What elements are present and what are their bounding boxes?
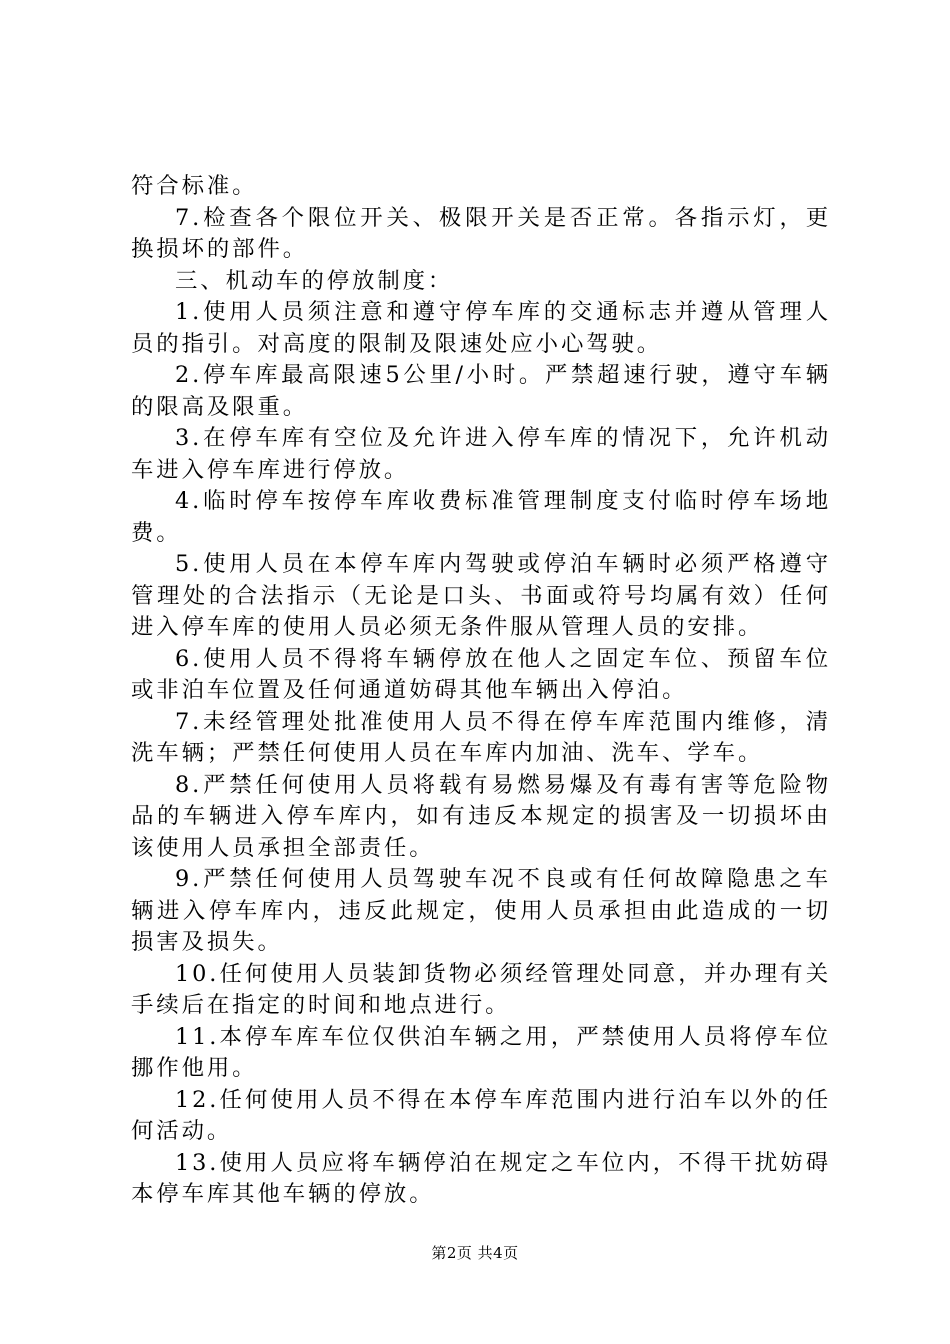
paragraph: 13.使用人员应将车辆停泊在规定之车位内，不得干扰妨碍本停车库其他车辆的停放。 xyxy=(131,1149,831,1207)
paragraph: 4.临时停车按停车库收费标准管理制度支付临时停车场地费。 xyxy=(131,488,831,546)
paragraph: 7.检查各个限位开关、极限开关是否正常。各指示灯，更换损坏的部件。 xyxy=(131,204,831,262)
paragraph: 1.使用人员须注意和遵守停车库的交通标志并遵从管理人员的指引。对高度的限制及限速处应小心驾驶。 xyxy=(131,299,831,357)
paragraph: 9.严禁任何使用人员驾驶车况不良或有任何故障隐患之车辆进入停车库内，违反此规定，使用人员承担由此造成的一切损害及损失。 xyxy=(131,866,831,955)
paragraph: 6.使用人员不得将车辆停放在他人之固定车位、预留车位或非泊车位置及任何通道妨碍其他车辆出入停泊。 xyxy=(131,645,831,703)
section-heading: 三、机动车的停放制度： xyxy=(175,267,454,294)
paragraph: 11.本停车库车位仅供泊车辆之用，严禁使用人员将停车位挪作他用。 xyxy=(131,1023,831,1081)
document-body xyxy=(131,171,831,1211)
paragraph: 2.停车库最高限速5公里/小时。严禁超速行驶，遵守车辆的限高及限重。 xyxy=(131,362,831,420)
paragraph: 12.任何使用人员不得在本停车库范围内进行泊车以外的任何活动。 xyxy=(131,1086,831,1144)
paragraph: 8.严禁任何使用人员将载有易燃易爆及有毒有害等危险物品的车辆进入停车库内，如有违反本规定的损害及一切损坏由该使用人员承担全部责任。 xyxy=(131,771,831,861)
paragraph: 3.在停车库有空位及允许进入停车库的情况下，允许机动车进入停车库进行停放。 xyxy=(131,425,831,483)
paragraph: 符合标准。 xyxy=(131,173,258,199)
paragraph: 5.使用人员在本停车库内驾驶或停泊车辆时必须严格遵守管理处的合法指示（无论是口头、书面或符号均属有效）任何进入停车库的使用人员必须无条件服从管理人员的安排。 xyxy=(131,551,831,640)
page-number-footer: 第2页 共4页 xyxy=(431,1244,519,1262)
paragraph: 7.未经管理处批准使用人员不得在停车库范围内维修，清洗车辆；严禁任何使用人员在车库内加油、洗车、学车。 xyxy=(131,708,831,766)
paragraph: 10.任何使用人员装卸货物必须经管理处同意，并办理有关手续后在指定的时间和地点进行。 xyxy=(131,960,831,1018)
